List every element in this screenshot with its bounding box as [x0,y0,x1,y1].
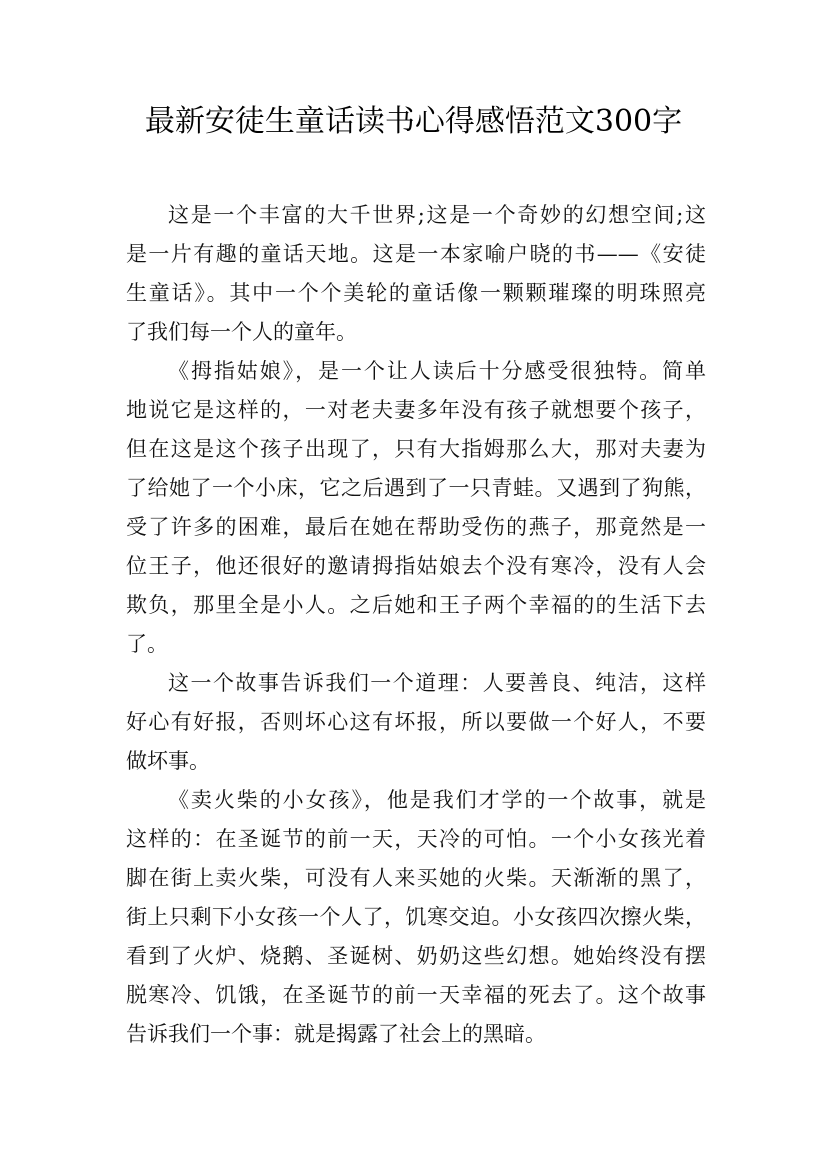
document-title: 最新安徒生童话读书心得感悟范文300字 [144,104,683,139]
paragraph-2-line-5: 受了许多的困难，最后在她在帮助受伤的燕子，那竟然是一 [126,515,706,539]
document-body [126,196,706,1054]
paragraph-2-line-4: 了给她了一个小床，它之后遇到了一只青蛙。又遇到了狗熊， [126,476,706,500]
paragraph-2-line-7: 欺负，那里全是小人。之后她和王子两个幸福的的生活下去 [126,593,706,617]
paragraph-2-line-3: 但在这是这个孩子出现了，只有大指姆那么大，那对夫妻为 [126,437,706,461]
paragraph-2-line-2: 地说它是这样的，一对老夫妻多年没有孩子就想要个孩子， [126,398,706,422]
paragraph-1-line-2: 是一片有趣的童话天地。这是一本家喻户晓的书——《安徒 [126,242,706,266]
paragraph-4-line-1: 《卖火柴的小女孩》，他是我们才学的一个故事，就是 [168,788,706,812]
paragraph-4-line-5: 看到了火炉、烧鹅、圣诞树、奶奶这些幻想。她始终没有摆 [126,944,706,968]
paragraph-3-line-2: 好心有好报，否则坏心这有坏报，所以要做一个好人，不要 [126,710,706,734]
paragraph-1-line-1: 这是一个丰富的大千世界;这是一个奇妙的幻想空间;这 [168,203,706,227]
paragraph-3-line-3: 做坏事。 [126,749,210,773]
paragraph-3-line-1: 这一个故事告诉我们一个道理：人要善良、纯洁，这样 [168,671,706,695]
paragraph-1-line-4: 了我们每一个人的童年。 [126,320,357,344]
paragraph-4-line-3: 脚在街上卖火柴，可没有人来买她的火柴。天渐渐的黑了， [126,866,706,890]
paragraph-2-line-8: 了。 [126,632,168,656]
paragraph-4-line-2: 这样的：在圣诞节的前一天，天冷的可怕。一个小女孩光着 [126,827,706,851]
paragraph-4-line-4: 街上只剩下小女孩一个人了，饥寒交迫。小女孩四次擦火柴， [126,905,706,929]
paragraph-4-line-7: 告诉我们一个事：就是揭露了社会上的黑暗。 [126,1022,546,1046]
paragraph-2-line-1: 《拇指姑娘》，是一个让人读后十分感受很独特。简单 [168,359,706,383]
paragraph-1-line-3: 生童话》。其中一个个美轮的童话像一颗颗璀璨的明珠照亮 [126,281,706,305]
paragraph-2-line-6: 位王子，他还很好的邀请拇指姑娘去个没有寒冷，没有人会 [126,554,706,578]
paragraph-4-line-6: 脱寒冷、饥饿，在圣诞节的前一天幸福的死去了。这个故事 [126,983,706,1007]
